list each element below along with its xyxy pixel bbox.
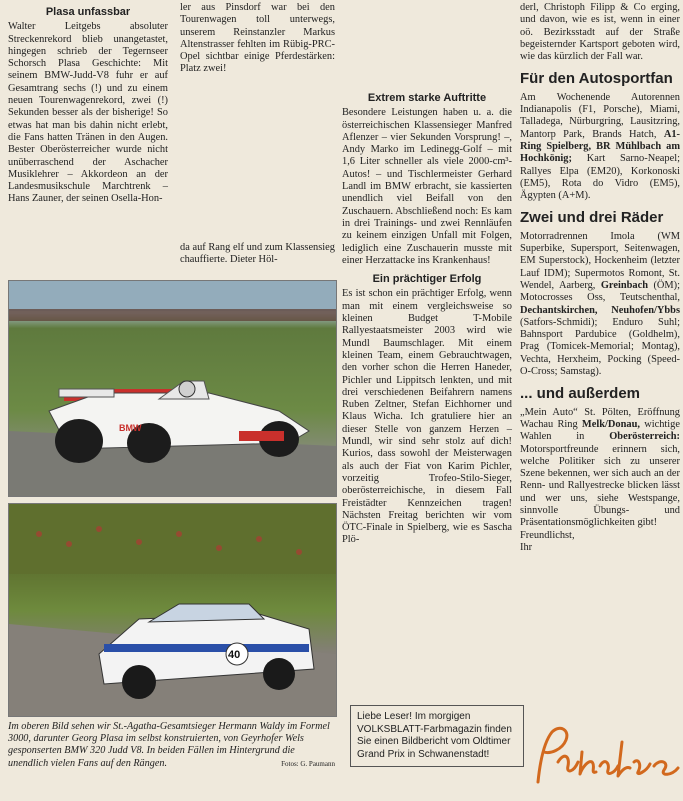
text-run: (ÖM); Motocrosses Oss, Teutschenthal, xyxy=(520,279,680,304)
column-2-bottom xyxy=(180,242,335,267)
column-4 xyxy=(520,0,680,554)
article-text xyxy=(520,92,680,203)
text-run: (Satfors-Schmidi); Enduro Suhl; Bahnsport Pardubice (Goldhelm), Prag (Tomicek-Memorial; Montag), Vechta, Herxheim, Pocking (Speed-O-Cross; Samstag). xyxy=(520,316,680,378)
text-run: Kart Sarno-Neapel; Rallyes Elpa (EM20), Korkonoski (EM5), Rota do Vidro (EM5), Ägypten (A+M). xyxy=(520,153,680,202)
handwritten-signature xyxy=(530,722,680,794)
svg-text:BMW: BMW xyxy=(119,423,142,433)
car-number-plate: 40 xyxy=(228,649,241,661)
text-run: „Mein Auto“ St. Pölten, Eröffnung Wachau Ring xyxy=(520,406,680,430)
article-text: Besondere Leistungen haben u. a. die österreichischen Klassensieger Manfred Aflenzer – vier Sekunden Vorsprung! –, Andy Marko im Ledinegg-Golf – mit 1,6 Liter schneller als viele 2000-cm³-Autos! – und Tischlermeister Gerhard Landl im BMW erbracht, sie kassierten unendlich viel Beifall von den Zuschauern. Abschließend noch: Es kam in drei Trainings- und zwei Rennläufen zu keinem einzigen Unfall mit Folgen, lediglich eine Zuschauerin musste mit einer Herzattacke ins Krankenhaus! xyxy=(342,107,512,266)
race-photo-formula xyxy=(8,280,337,497)
formula-car-illustration xyxy=(9,281,336,496)
closing-ihr: Ihr xyxy=(520,541,533,553)
reader-notice-text: Liebe Leser! Im morgigen VOLKSBLATT-Farbmagazin finden Sie einen Bildbericht vom Oldtimer Grand Prix in Schwanenstadt! xyxy=(357,711,512,760)
column-1 xyxy=(8,0,168,206)
closing-greeting: Freundlichst, xyxy=(520,529,575,541)
bold-run: A1-Ring Spielberg, BR Mühlbach am Hochkönig; xyxy=(520,128,680,165)
bold-run: Greinbach xyxy=(600,279,648,291)
photo-caption xyxy=(8,721,335,770)
text-run: Motorradrennen Imola (WM Superbike, Supersport, Seitenwagen, EM Superstock), Hockenheim (letzter Lauf IDM); Supermotos Romont, St. Wendel, Aarberg, xyxy=(520,230,680,291)
bmw-car-illustration xyxy=(9,504,336,716)
photo-credit: Fotos: G. Paumann xyxy=(281,759,335,768)
text-run: wichtige Wahlen in xyxy=(520,418,680,443)
bold-run: Dechantskirchen, Neuhofen/Ybbs xyxy=(520,304,680,316)
text-run: Motorsportfreunde erinnern sich, welche Politiker sich zu unserer Szene bekennen, wer sich auch an der Renn- und Rallyestrecke blicken lässt und wer uns, siehe Westspange, sinnvolle Übungs- und Präsentationsmöglichkeiten gibt! xyxy=(520,443,680,529)
headline-plasa: Plasa unfassbar xyxy=(45,6,131,18)
article-text xyxy=(520,231,680,379)
caption-text: Im oberen Bild sehen wir St.-Agatha-Gesamtsieger Hermann Waldy im Formel 3000, darunter Georg Plasa im selbst konstruierten, von Geyrhofer Wels gesponserten BMW 320 Judd V8. In beiden Fällen im Hintergrund die unendlich vielen Fans auf den Rängen. xyxy=(8,721,330,769)
headline-autosportfan: Für den Autosportfan xyxy=(520,70,673,88)
headline-ausserdem: ... und außerdem xyxy=(520,385,641,403)
article-text: Es ist schon ein prächtiger Erfolg, wenn man mit einem vergleichsweise so kleinen Budget T-Mobile Rallyestaatsmeister 2003 wird wie Mundl Baumschlager. Mit einem kleinen Team, einem Gebrauchtwagen, den vorher schon die Herren Haneder, Pichler und Lippitsch lenkten, und mit drei verschiedenen Beifahrern namens Ruben Zeltner, Stefan Eichhorner und Klaus Wicha. Ich gratuliere hier an dieser Stelle von ganzem Herzen – Mundl, wir sind sehr stolz auf dich! Kurios, dass sowohl der Meisterwagen als auch der Fiat von Karim Pichler, vorzeitig Trofeo-Stilo-Sieger, oberösterreichische, in diesem Fall Freistädter Kennzeichen tragen! Nächsten Freitag berichten wir vom ÖTC-Finale in Spielberg, wie es Sascha Plö- xyxy=(342,288,512,546)
article-text: derl, Christoph Filipp & Co erging, und davon, wie es ist, wenn in einer oö. Bezirksstadt auf der Straße begeisternder Kartsport geboten wird, wie das kürzlich der Fall war. xyxy=(520,2,680,63)
headline-erfolg: Ein prächtiger Erfolg xyxy=(372,273,482,286)
column-2 xyxy=(180,0,335,76)
reader-notice-box xyxy=(350,705,524,767)
article-text xyxy=(520,407,680,530)
article-text: da auf Rang elf und zum Klassensieg chauffierte. Dieter Höl- xyxy=(180,242,335,266)
bold-run: Melk/Donau, xyxy=(581,418,640,430)
bold-run: Oberösterreich: xyxy=(609,431,680,443)
column-3 xyxy=(342,0,512,547)
article-text: ler aus Pinsdorf war bei den Tourenwagen toll unterwegs, unserem Reinstanzler Markus Altenstrasser fehlten im Rübig-PRC-Opel sichtbar einige Pferdestärken: Platz zwei! xyxy=(180,2,335,75)
text-run: Am Wochenende Autorennen Indianapolis (F1, Porsche), Miami, Talladega, Nürburgring, Lausitzring, Mantorp Park, Brands Hatch, xyxy=(520,91,680,140)
headline-raeder: Zwei und drei Räder xyxy=(520,209,664,227)
headline-auftritte: Extrem starke Auftritte xyxy=(367,92,487,104)
race-photo-bmw xyxy=(8,503,337,717)
article-text: Walter Leitgebs absoluter Streckenrekord blieb unangetastet, hingegen schrieb der Tegernseer Schorsch Plasa Geschichte: Mit seinem BMW-Judd-V8 fuhr er auf Gesamtrang sechs (!) und zu einem neuen Tourenwagenrekord, zwei (!) Sekunden besser als der bisherige! So etwas hat man bis dahin nicht erlebt, die Fans hatten Tränen in den Augen. Bester Oberösterreicher wurde nicht unüberraschend der Aschacher Musiklehrer – Akkordeon an der Landesmusikschule Marchtrenk – Hans Zauner, der seinen Osella-Hon- xyxy=(8,21,168,205)
